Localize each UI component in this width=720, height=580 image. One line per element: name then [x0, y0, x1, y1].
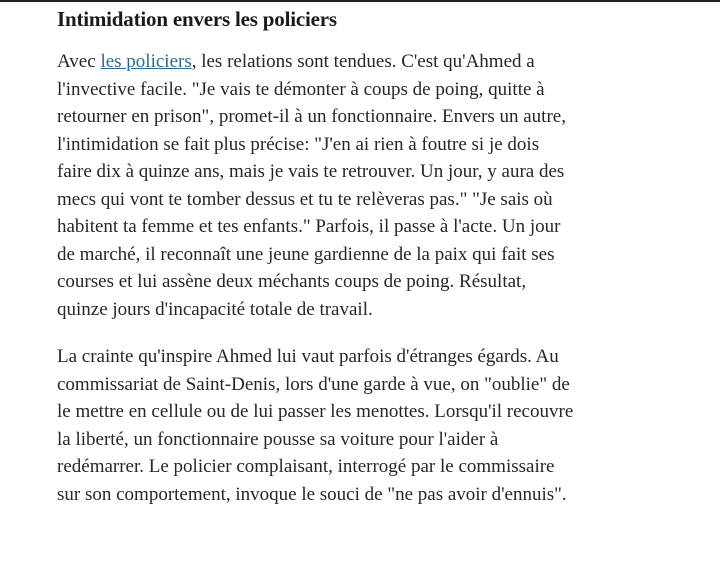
- article-body: [57, 2, 577, 508]
- section-heading: Intimidation envers les policiers: [57, 7, 337, 31]
- link-les-policiers[interactable]: les policiers: [100, 51, 192, 72]
- paragraph: [57, 48, 577, 323]
- paragraph-text: Avec: [57, 51, 101, 72]
- paragraph: La crainte qu'inspire Ahmed lui vaut parfois d'étranges égards. Au commissariat de Saint-Denis, lors d'une garde à vue, on "oublie" de le mettre en cellule ou de lui passer les menottes. Lorsqu'il recouvre la liberté, un fonctionnaire pousse sa voiture pour l'aider à redémarrer. Le policier complaisant, interrogé par le commissaire sur son comportement, invoque le souci de "ne pas avoir d'ennuis".: [57, 346, 574, 505]
- paragraph-text: , les relations sont tendues. C'est qu'Ahmed a l'invective facile. "Je vais te démonter à coups de poing, quitte à retourner en prison", promet-il à un fonctionnaire. Envers un autre, l'intimidation se fait plus précise: "J'en ai rien à foutre si je dois faire dix à quinze ans, mais je vais te retrouver. Un jour, y aura des mecs qui vont te tomber dessus et tu te relèveras pas." "Je sais où habitent ta femme et tes enfants." Parfois, il passe à l'acte. Un jour de marché, il reconnaît une jeune gardienne de la paix qui fait ses courses et lui assène deux méchants coups de poing. Résultat, quinze jours d'incapacité totale de travail.: [57, 51, 566, 320]
